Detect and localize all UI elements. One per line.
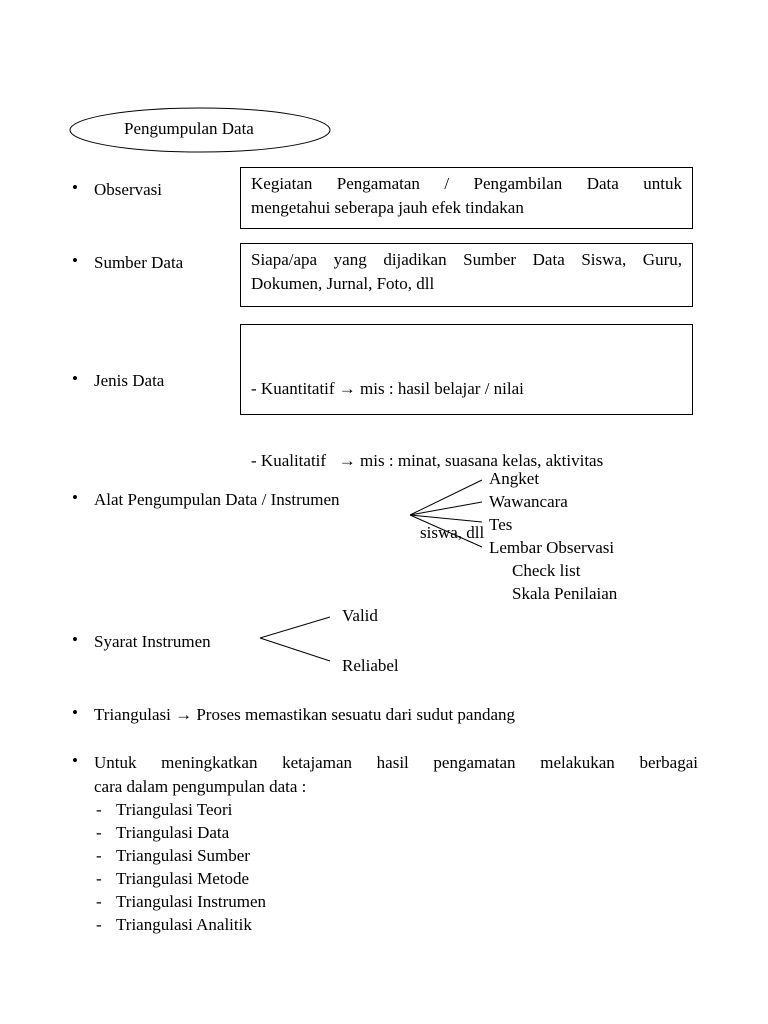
jenis-line1: - Kuantitatif → mis : hasil belajar / nilai: [251, 379, 524, 398]
list-dash: -: [96, 869, 102, 888]
page-title: Pengumpulan Data: [124, 119, 254, 138]
alat-item-lembar-observasi: Lembar Observasi: [489, 538, 615, 557]
alat-item-wawancara: Wawancara: [489, 492, 568, 511]
observasi-box: [240, 167, 693, 229]
bullet-sumber: •: [72, 251, 78, 270]
alat-label: Alat Pengumpulan Data / Instrumen: [94, 490, 340, 509]
list-item-analitik: Triangulasi Analitik: [116, 915, 252, 934]
list-dash: -: [96, 892, 102, 911]
list-dash: -: [96, 800, 102, 819]
list-item-instrumen: Triangulasi Instrumen: [116, 892, 267, 911]
sumber-desc-line1: Siapa/apa yang dijadikan Sumber Data Siswa, Guru,: [251, 250, 682, 269]
bullet-syarat: •: [72, 630, 78, 649]
list-dash: -: [96, 915, 102, 934]
bullet-jenis: •: [72, 369, 78, 388]
untuk-line2: cara dalam pengumpulan data :: [94, 777, 307, 796]
jenis-line3: siswa, dll: [420, 523, 485, 542]
list-item-metode: Triangulasi Metode: [116, 869, 250, 888]
alat-subitem-skala-penilaian: Skala Penilaian: [512, 584, 618, 603]
syarat-branch-reliabel: [260, 638, 330, 661]
list-item-sumber: Triangulasi Sumber: [116, 846, 250, 865]
triangulasi-text: Triangulasi → Proses memastikan sesuatu dari sudut pandang: [94, 705, 516, 724]
sumber-box: [240, 243, 693, 307]
syarat-item-valid: Valid: [342, 606, 378, 625]
sumber-desc-line2: Dokumen, Jurnal, Foto, dll: [251, 274, 435, 293]
syarat-label: Syarat Instrumen: [94, 632, 211, 651]
bullet-untuk: •: [72, 751, 78, 770]
alat-item-tes: Tes: [489, 515, 513, 534]
observasi-label: Observasi: [94, 180, 162, 199]
list-item-data: Triangulasi Data: [116, 823, 230, 842]
list-item-teori: Triangulasi Teori: [116, 800, 233, 819]
bullet-observasi: •: [72, 178, 78, 197]
list-dash: -: [96, 823, 102, 842]
alat-item-angket: Angket: [489, 469, 540, 488]
jenis-line2: - Kualitatif → mis : minat, suasana kelas, aktivitas: [251, 451, 604, 470]
sumber-label: Sumber Data: [94, 253, 184, 272]
syarat-item-reliabel: Reliabel: [342, 656, 399, 675]
bullet-triangulasi: •: [72, 703, 78, 722]
observasi-desc-line1: Kegiatan Pengamatan / Pengambilan Data untuk: [251, 174, 682, 193]
syarat-branch-valid: [260, 617, 330, 638]
bullet-alat: •: [72, 488, 78, 507]
alat-subitem-check-list: Check list: [512, 561, 581, 580]
list-dash: -: [96, 846, 102, 865]
untuk-line1: Untuk meningkatkan ketajaman hasil pengamatan melakukan berbagai: [94, 753, 698, 772]
jenis-label: Jenis Data: [94, 371, 165, 390]
observasi-desc-line2: mengetahui seberapa jauh efek tindakan: [251, 198, 524, 217]
